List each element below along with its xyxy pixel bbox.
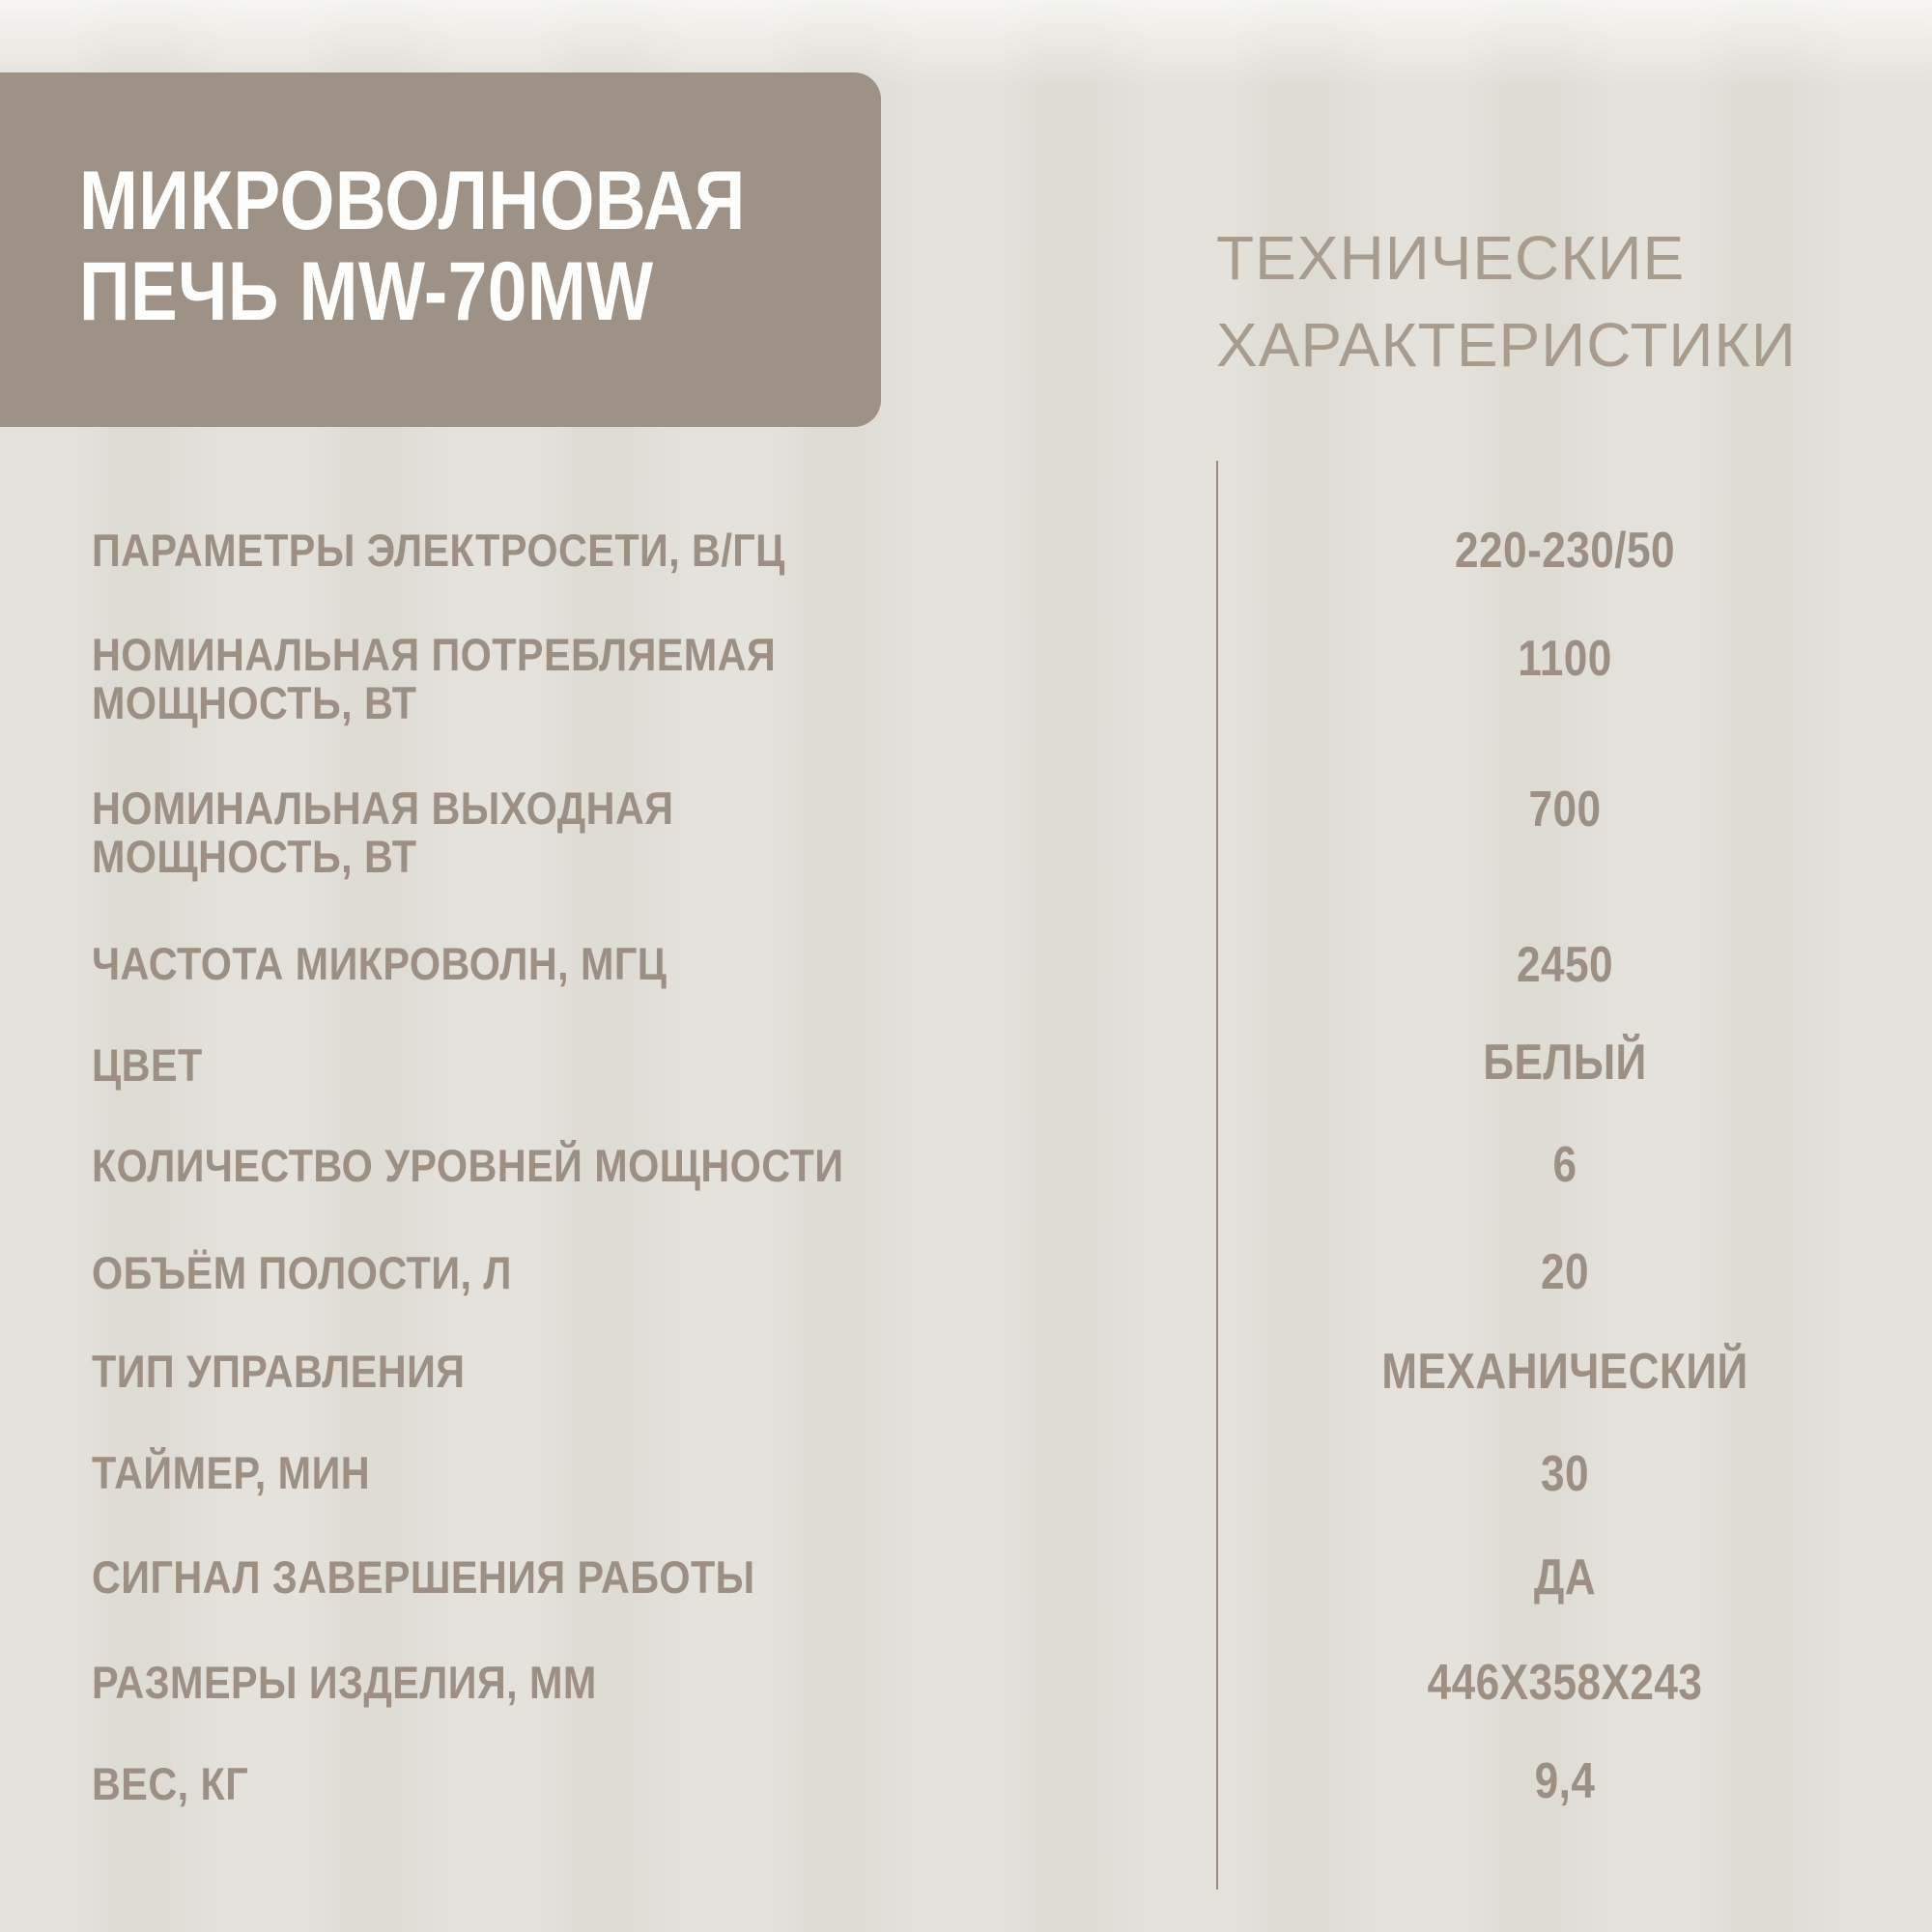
spec-label: НОМИНАЛЬНАЯ ВЫХОДНАЯ МОЩНОСТЬ, ВТ [92,782,674,882]
spec-value: 1100 [1518,631,1612,687]
spec-label: РАЗМЕРЫ ИЗДЕЛИЯ, ММ [92,1657,597,1708]
spec-value: 700 [1528,781,1602,838]
spec-value: МЕХАНИЧЕСКИЙ [1381,1344,1748,1400]
spec-value: 30 [1540,1446,1590,1502]
product-title-line-2: ПЕЧЬ MW-70MW [79,245,654,338]
spec-label: ОБЪЁМ ПОЛОСТИ, Л [92,1247,512,1298]
spec-value: 9,4 [1534,1753,1596,1809]
spec-label: ТИП УПРАВЛЕНИЯ [92,1346,466,1397]
spec-value: 446Х358Х243 [1427,1655,1703,1711]
section-title-line-2: ХАРАКТЕРИСТИКИ [1216,310,1797,380]
spec-label: НОМИНАЛЬНАЯ ПОТРЕБЛЯЕМАЯ МОЩНОСТЬ, ВТ [92,629,777,728]
spec-value: БЕЛЫЙ [1483,1035,1647,1091]
spec-value: ДА [1533,1549,1597,1605]
spec-label: ЧАСТОТА МИКРОВОЛН, МГЦ [92,938,668,989]
spec-label: СИГНАЛ ЗАВЕРШЕНИЯ РАБОТЫ [92,1551,755,1603]
section-title-line-1: ТЕХНИЧЕСКИЕ [1216,223,1686,293]
product-title-line-1: МИКРОВОЛНОВАЯ [79,155,746,247]
spec-label: КОЛИЧЕСТВО УРОВНЕЙ МОЩНОСТИ [92,1140,844,1191]
spec-label: ПАРАМЕТРЫ ЭЛЕКТРОСЕТИ, В/ГЦ [92,525,785,576]
spec-label: ВЕС, КГ [92,1758,249,1809]
spec-value: 2450 [1516,937,1614,993]
spec-value: 220-230/50 [1455,523,1675,579]
spec-label: ЦВЕТ [92,1039,203,1091]
spec-value: 6 [1552,1137,1577,1193]
spec-value: 20 [1540,1244,1590,1300]
spec-label: ТАЙМЕР, МИН [92,1447,371,1498]
